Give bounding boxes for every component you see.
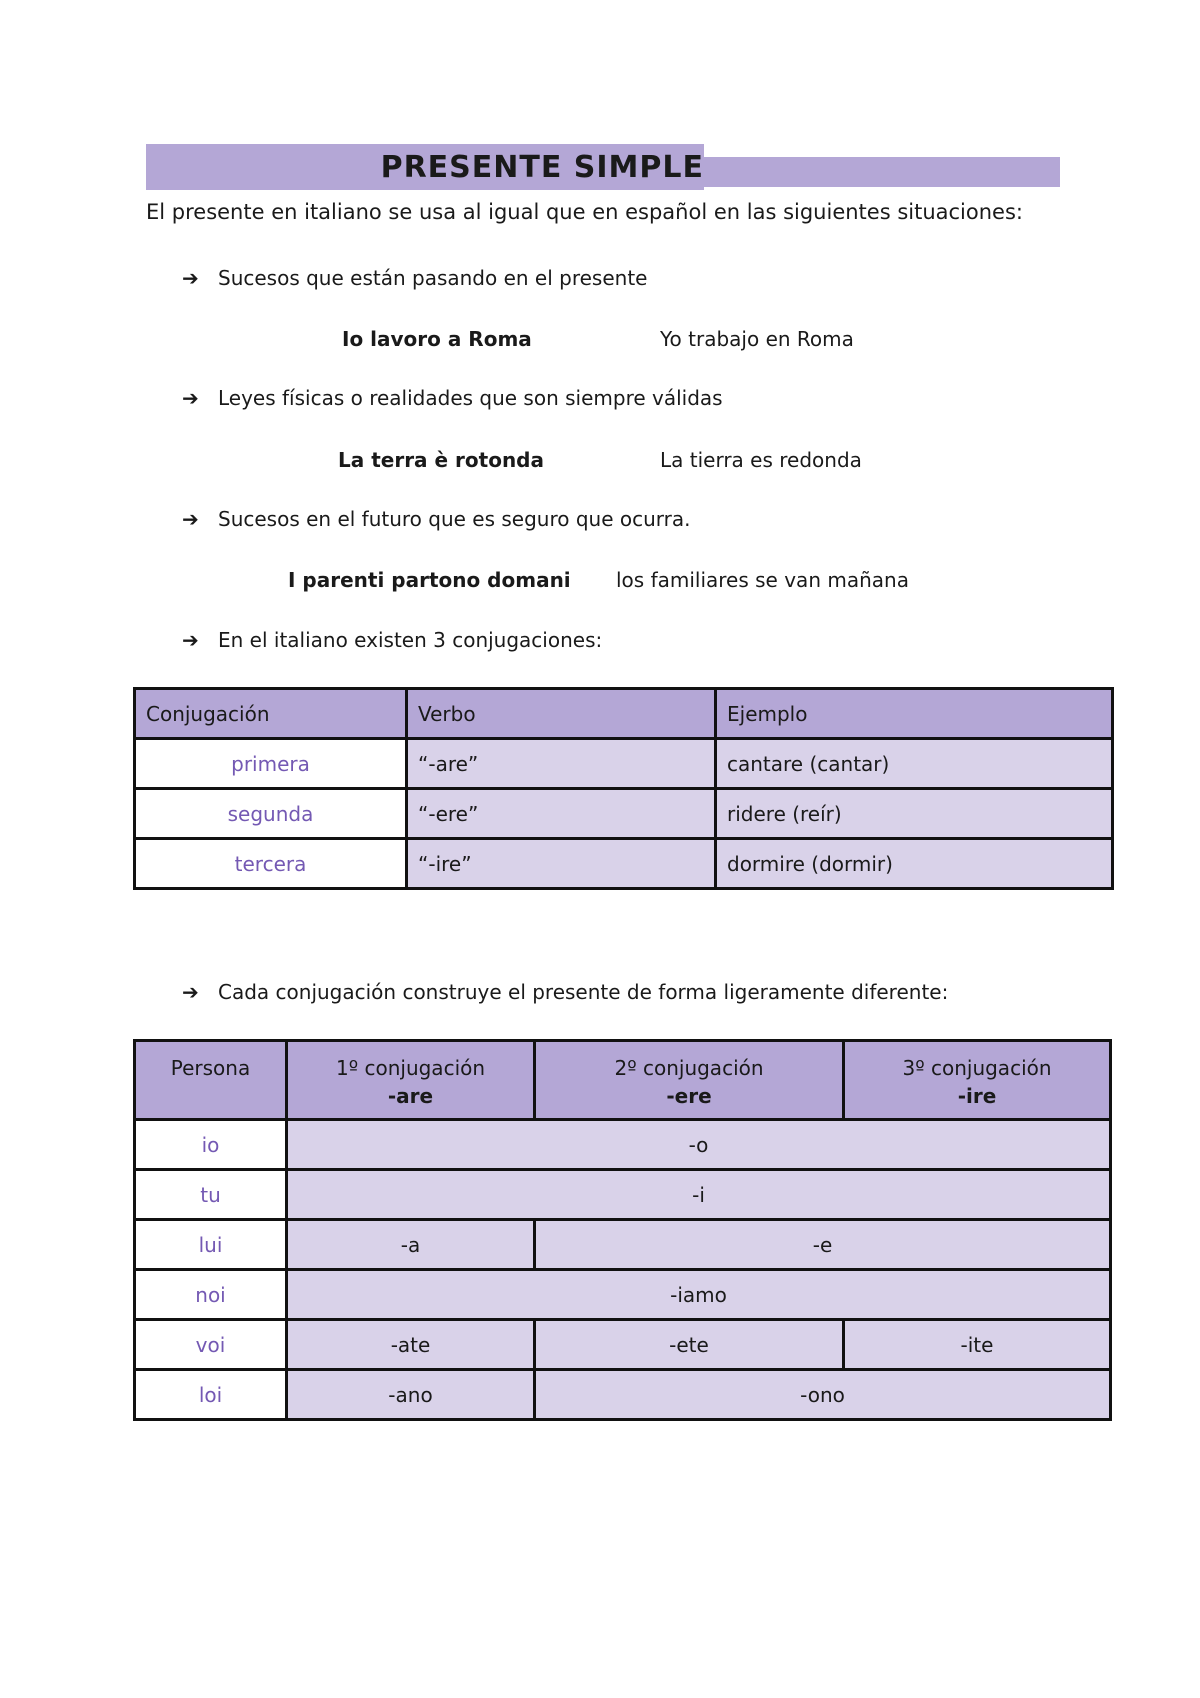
person-cell: voi: [135, 1320, 287, 1370]
table-row: [135, 1270, 1111, 1320]
bullet-text: Leyes físicas o realidades que son siempre válidas: [218, 386, 723, 410]
table-row: [135, 1170, 1111, 1220]
verb-cell: “-ere”: [407, 789, 716, 839]
header-cell: [844, 1041, 1111, 1120]
ending-cell: -ono: [535, 1370, 1111, 1420]
header-cell: [287, 1041, 535, 1120]
person-cell: noi: [135, 1270, 287, 1320]
arrow-icon: ➔: [182, 628, 199, 652]
header-cell: Verbo: [407, 689, 716, 739]
arrow-icon: ➔: [182, 386, 199, 410]
ending-cell: -o: [287, 1120, 1111, 1170]
table-row: [135, 1220, 1111, 1270]
example-spanish: los familiares se van mañana: [616, 568, 909, 592]
example-spanish: Yo trabajo en Roma: [660, 327, 854, 351]
table-header-row: [135, 1041, 1111, 1120]
example-cell: ridere (reír): [716, 789, 1113, 839]
verb-cell: “-are”: [407, 739, 716, 789]
person-cell: lui: [135, 1220, 287, 1270]
ending-cell: -iamo: [287, 1270, 1111, 1320]
example-italian: I parenti partono domani: [288, 568, 571, 592]
conjugations-table: [133, 687, 1114, 890]
arrow-icon: ➔: [182, 507, 199, 531]
table-row: [135, 1120, 1111, 1170]
present-endings-table: [133, 1039, 1112, 1421]
table-row: [135, 789, 1113, 839]
table-row: [135, 1370, 1111, 1420]
verb-cell: “-ire”: [407, 839, 716, 889]
example-cell: cantare (cantar): [716, 739, 1113, 789]
bullet-physical-laws: [182, 386, 723, 410]
ending-cell: -ate: [287, 1320, 535, 1370]
table-header-row: [135, 689, 1113, 739]
ending-cell: -a: [287, 1220, 535, 1270]
arrow-icon: ➔: [182, 266, 199, 290]
person-cell: io: [135, 1120, 287, 1170]
ending-cell: -ete: [535, 1320, 844, 1370]
header-label: 2º conjugación: [614, 1056, 764, 1080]
ending-cell: -e: [535, 1220, 1111, 1270]
bullet-conjugation-forms: [182, 980, 948, 1004]
page-title: PRESENTE SIMPLE: [380, 150, 704, 185]
intro-text: El presente en italiano se usa al igual que en español en las siguientes situaciones:: [146, 200, 1023, 224]
ending-cell: -ite: [844, 1320, 1111, 1370]
example-cell: dormire (dormir): [716, 839, 1113, 889]
header-cell: Ejemplo: [716, 689, 1113, 739]
ending-cell: -ano: [287, 1370, 535, 1420]
bullet-future-events: [182, 507, 691, 531]
header-suffix: -ere: [666, 1084, 712, 1108]
arrow-icon: ➔: [182, 980, 199, 1004]
conjugation-cell: tercera: [135, 839, 407, 889]
header-label: Persona: [170, 1056, 251, 1080]
header-cell: [535, 1041, 844, 1120]
table-row: [135, 839, 1113, 889]
person-cell: loi: [135, 1370, 287, 1420]
example-spanish: La tierra es redonda: [660, 448, 862, 472]
bullet-text: Sucesos en el futuro que es seguro que ocurra.: [218, 507, 691, 531]
conjugation-cell: primera: [135, 739, 407, 789]
bullet-text: Sucesos que están pasando en el presente: [218, 266, 648, 290]
header-cell: Conjugación: [135, 689, 407, 739]
bullet-text: En el italiano existen 3 conjugaciones:: [218, 628, 603, 652]
header-cell: [135, 1041, 287, 1120]
header-suffix: -are: [387, 1084, 434, 1108]
example-italian: La terra è rotonda: [338, 448, 544, 472]
header-suffix: -ire: [957, 1084, 997, 1108]
table-row: [135, 739, 1113, 789]
header-label: 1º conjugación: [335, 1056, 486, 1080]
ending-cell: -i: [287, 1170, 1111, 1220]
bullet-text: Cada conjugación construye el presente de forma ligeramente diferente:: [218, 980, 949, 1004]
person-cell: tu: [135, 1170, 287, 1220]
bullet-conjugations: [182, 628, 602, 652]
bullet-present-events: [182, 266, 647, 290]
example-italian: Io lavoro a Roma: [342, 327, 532, 351]
table-row: [135, 1320, 1111, 1370]
header-label: 3º conjugación: [902, 1056, 1052, 1080]
title-highlight-extension: [704, 157, 1060, 187]
conjugation-cell: segunda: [135, 789, 407, 839]
